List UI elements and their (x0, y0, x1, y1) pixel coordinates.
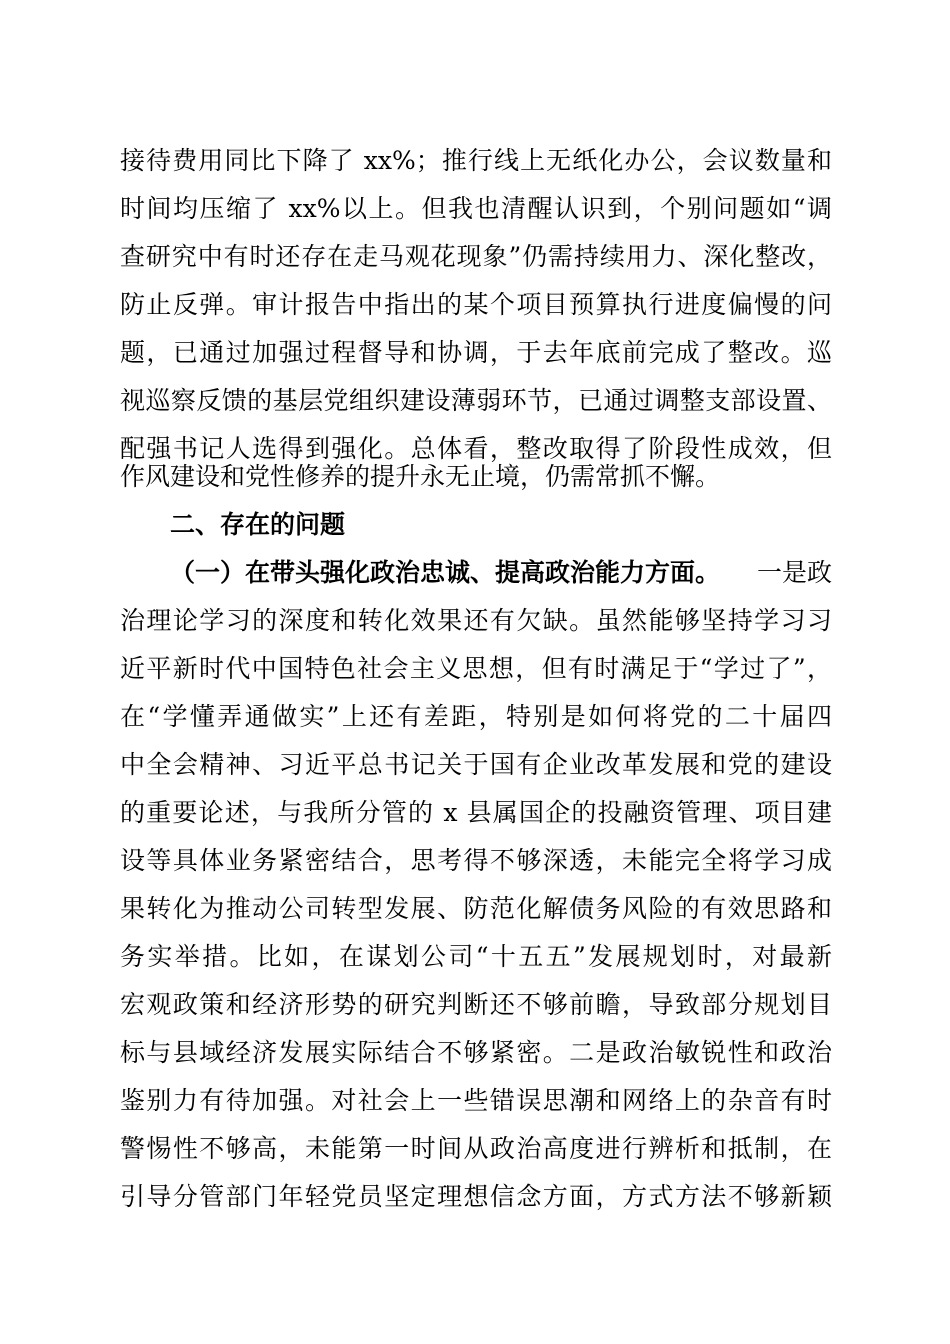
subsection-lead: （一）在带头强化政治忠诚、提高政治能力方面。 (170, 558, 721, 587)
paragraph-line: 治理论学习的深度和转化效果还有欠缺。虽然能够坚持学习习 (120, 606, 832, 635)
paragraph-line: 接待费用同比下降了 xx%；推行线上无纸化办公，会议数量和 (120, 146, 832, 175)
paragraph-line: 务实举措。比如，在谋划公司“十五五”发展规划时，对最新 (120, 942, 832, 971)
paragraph-first-line (170, 553, 832, 593)
paragraph-line: 查研究中有时还存在走马观花现象”仍需持续用力、深化整改， (120, 242, 832, 271)
paragraph-line: 鉴别力有待加强。对社会上一些错误思潮和网络上的杂音有时 (120, 1086, 832, 1115)
paragraph-line: 引导分管部门年轻党员坚定理想信念方面，方式方法不够新颖 (120, 1182, 832, 1211)
paragraph-line: 近平新时代中国特色社会主义思想，但有时满足于“学过了”， (120, 654, 832, 683)
paragraph-line: 时间均压缩了 xx%以上。但我也清醒认识到，个别问题如“调 (120, 194, 832, 223)
paragraph-line: 配强书记人选得到强化。总体看，整改取得了阶段性成效，但 (120, 434, 832, 463)
paragraph-line: 设等具体业务紧密结合，思考得不够深透，未能完全将学习成 (120, 846, 832, 875)
paragraph-line: 在“学懂弄通做实”上还有差距，特别是如何将党的二十届四 (120, 702, 832, 731)
paragraph-line: 警惕性不够高，未能第一时间从政治高度进行辨析和抵制，在 (120, 1134, 832, 1163)
paragraph-line: 宏观政策和经济形势的研究判断还不够前瞻，导致部分规划目 (120, 990, 832, 1019)
paragraph-line: 防止反弹。审计报告中指出的某个项目预算执行进度偏慢的问 (120, 290, 832, 319)
paragraph-line: 中全会精神、习近平总书记关于国有企业改革发展和党的建设 (120, 750, 832, 779)
paragraph-line: 果转化为推动公司转型发展、防范化解债务风险的有效思路和 (120, 894, 832, 923)
section-heading: 二、存在的问题 (170, 510, 346, 539)
paragraph-line-last: 作风建设和党性修养的提升永无止境，仍需常抓不懈。 (120, 462, 721, 491)
paragraph-line: 标与县域经济发展实际结合不够紧密。二是政治敏锐性和政治 (120, 1038, 832, 1067)
paragraph-line: 视巡察反馈的基层党组织建设薄弱环节，已通过调整支部设置、 (120, 386, 832, 415)
paragraph-first-line-rest: 一是政 (756, 558, 832, 587)
paragraph-line: 的重要论述，与我所分管的 x 县属国企的投融资管理、项目建 (120, 798, 832, 827)
paragraph-line: 题，已通过加强过程督导和协调，于去年底前完成了整改。巡 (120, 338, 832, 367)
